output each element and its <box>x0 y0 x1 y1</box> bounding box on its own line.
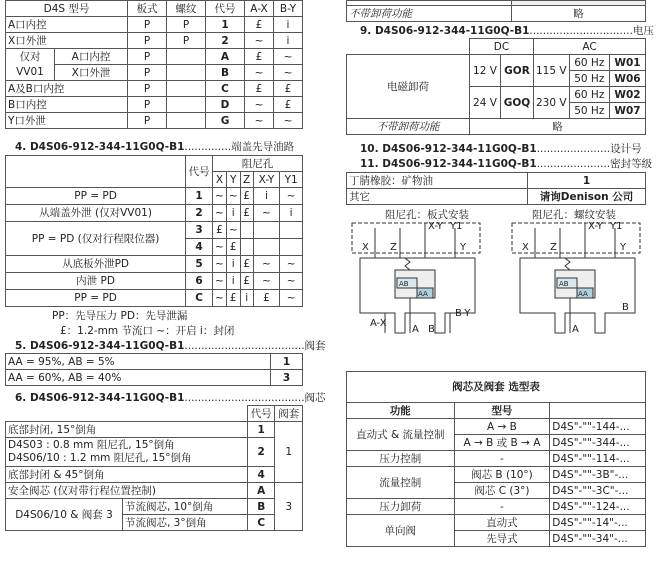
label-aa: AA <box>418 290 428 298</box>
label-z: Z <box>390 242 397 253</box>
table-row: B口内控 P D ~ £ <box>6 97 303 113</box>
table-row: PP = PD C ~ £ i £ ~ <box>6 290 303 307</box>
table-row: 底部封闭, 15°倒角 1 1 <box>6 422 303 438</box>
label-b: B <box>428 324 435 335</box>
type-table <box>5 0 303 129</box>
table-row: AA = 95%, AB = 5% 1 <box>6 354 303 370</box>
top-fragment: 不带卸荷功能 略 <box>346 0 646 22</box>
section-11-title: 11. D4S06-912-344-11G0Q-B1......................密封等级 <box>360 158 653 170</box>
table-row: D4S03 : 0.8 mm 阻尼孔, 15°倒角 D4S06/10 : 1.2 mm 阻尼孔, 15°倒角 2 <box>6 438 303 467</box>
sleeve-table <box>5 353 303 386</box>
col-thread: 螺纹 <box>167 1 206 17</box>
label-xy: X-Y <box>428 221 443 232</box>
table-row: 先导式 D4S"-""-34"-... <box>347 531 646 547</box>
col-by: B-Y <box>274 1 303 17</box>
table-row: 流量控制 阀芯 B (10°) D4S"-""-3B"-... <box>347 467 646 483</box>
label-aa: AA <box>578 290 588 298</box>
table-row: X口外泄 P B ~ ~ <box>6 65 303 81</box>
selection-title: 阀芯及阀套 选型表 <box>347 372 646 403</box>
section-9-title: 9. D4S06-912-344-11G0Q-B1...............................电压 <box>360 25 654 37</box>
table-row: 节流阀芯, 3°倒角 C <box>6 515 303 531</box>
table-row: 其它 请询Denison 公司 <box>347 189 646 205</box>
section-6-title: 6. D4S06-912-344-11G0Q-B1....................................阀芯 <box>15 392 326 404</box>
section-4-title: 4. D4S06-912-344-11G0Q-B1..............端盖先导油路 <box>15 141 295 153</box>
pilot-table: 代号 阻尼孔 X Y Z X-Y Y1 PP = PD 1 ~ ~ £ i ~ 从端盖外泄 (仅对VV01) 2 ~ i £ ~ i PP = PD (仅对行程限位器) 3 £ ~ 4 ~ £ 从底板外泄PD 5 ~ i £ ~ ~ 内泄 PD 6 ~ i £ ~ ~ PP = PD C ~ £ i £ ~ <box>5 155 303 307</box>
table-row: 仅对VV01 A口内控 P A £ ~ <box>6 49 303 65</box>
orifice-diagram-thread <box>510 218 645 338</box>
label-x: X <box>522 242 529 253</box>
label-ax: A-X <box>370 318 387 329</box>
orifice-diagram-plate <box>350 218 485 338</box>
table-row: 单向阀 直动式 D4S"-""-14"-... <box>347 515 646 531</box>
voltage-table: DC AC 电磁卸荷 12 V GOR 115 V 60 Hz W01 50 Hz W06 24 V GOQ 230 V 60 Hz W02 50 Hz W07 不带卸荷功能 略 <box>346 38 646 135</box>
col-model: D4S 型号 <box>6 1 128 17</box>
spool-table: 代号 阀套 底部封闭, 15°倒角 1 1 D4S03 : 0.8 mm 阻尼孔, 15°倒角 D4S06/10 : 1.2 mm 阻尼孔, 15°倒角 2 底部封闭 & 45°倒角 4 安全阀芯 (仅对带行程位置控制) A 3 D4S06/10 & 阀套 3 节流阀芯, 10°倒角 B 节流阀芯, 3°倒角 C <box>5 405 303 531</box>
col-orifice: 阻尼孔 <box>213 156 303 172</box>
table-row: 内泄 PD 6 ~ i £ ~ ~ <box>6 273 303 290</box>
table-row: A及B口内控 P C £ £ <box>6 81 303 97</box>
table-row: 直动式 & 流量控制 A → B D4S"-""-144-... <box>347 419 646 435</box>
table-row: D4S06/10 & 阀套 3 节流阀芯, 10°倒角 B <box>6 499 303 515</box>
table-row: 4 ~ £ <box>6 239 303 256</box>
section-10-title: 10. D4S06-912-344-11G0Q-B1......................设计号 <box>360 143 642 155</box>
section-5-title: 5. D4S06-912-344-11G0Q-B1....................................阀套 <box>15 340 326 352</box>
table-row: PP = PD (仅对行程限位器) 3 £ ~ <box>6 222 303 239</box>
col-code: 代号 <box>186 156 213 188</box>
table-row: 压力控制 - D4S"-""-114-... <box>347 451 646 467</box>
col-plate: 板式 <box>128 1 167 17</box>
label-a: A <box>572 324 579 335</box>
table-row: Y口外泄 P G ~ ~ <box>6 113 303 129</box>
table-row: A → B 或 B → A D4S"-""-344-... <box>347 435 646 451</box>
table-row: 底部封闭 & 45°倒角 4 <box>6 467 303 483</box>
label-y1: Y1 <box>450 221 463 232</box>
table-row: 压力卸荷 - D4S"-""-124-... <box>347 499 646 515</box>
label-y: Y <box>620 242 627 253</box>
label-ab: AB <box>399 280 409 288</box>
selection-table: 阀芯及阀套 选型表 功能 型号 直动式 & 流量控制 A → B D4S"-""-144-... A → B 或 B → A D4S"-""-344-... 压力控制 - D4S"-""-114-... 流量控制 阀芯 B (10°) D4S"-""-3B"-... 阀芯 C (3°) D4S"-""-3C"-... 压力卸荷 - D4S"-""-124-... 单向阀 直动式 D4S"-""-14"-... 先导式 D4S"-""-34"-... <box>346 371 646 547</box>
label-ab: AB <box>559 280 569 288</box>
diagram-right-title: 阻尼孔：螺纹安装 <box>532 209 616 221</box>
table-row: 安全阀芯 (仅对带行程位置控制) A 3 <box>6 483 303 499</box>
table-row: AA = 60%, AB = 40% 3 <box>6 370 303 386</box>
label-y1: Y1 <box>610 221 623 232</box>
table-row: 从端盖外泄 (仅对VV01) 2 ~ i £ ~ i <box>6 205 303 222</box>
col-code: 代号 <box>206 1 245 17</box>
table-row: 丁腈橡胶：矿物油 1 <box>347 173 646 189</box>
label-a: A <box>412 324 419 335</box>
label-y: Y <box>460 242 467 253</box>
legend-line-2: £：1.2-mm 节流口 ~：开启 i：封闭 <box>60 325 235 337</box>
label-z: Z <box>550 242 557 253</box>
table-row: PP = PD 1 ~ ~ £ i ~ <box>6 188 303 205</box>
seal-table <box>346 172 646 205</box>
diagram-left-title: 阻尼孔：板式安装 <box>385 209 469 221</box>
table-row: 阀芯 C (3°) D4S"-""-3C"-... <box>347 483 646 499</box>
table-row: 从底板外泄PD 5 ~ i £ ~ ~ <box>6 256 303 273</box>
col-ax: A-X <box>245 1 274 17</box>
label-b: B <box>622 302 629 313</box>
label-x: X <box>362 242 369 253</box>
table-row: A口内控 P P 1 £ i <box>6 17 303 33</box>
table-row: X口外泄 P P 2 ~ i <box>6 33 303 49</box>
label-xy: X-Y <box>588 221 603 232</box>
legend-line-1: PP：先导压力 PD：先导泄漏 <box>52 310 188 322</box>
label-by: B-Y <box>455 308 471 319</box>
